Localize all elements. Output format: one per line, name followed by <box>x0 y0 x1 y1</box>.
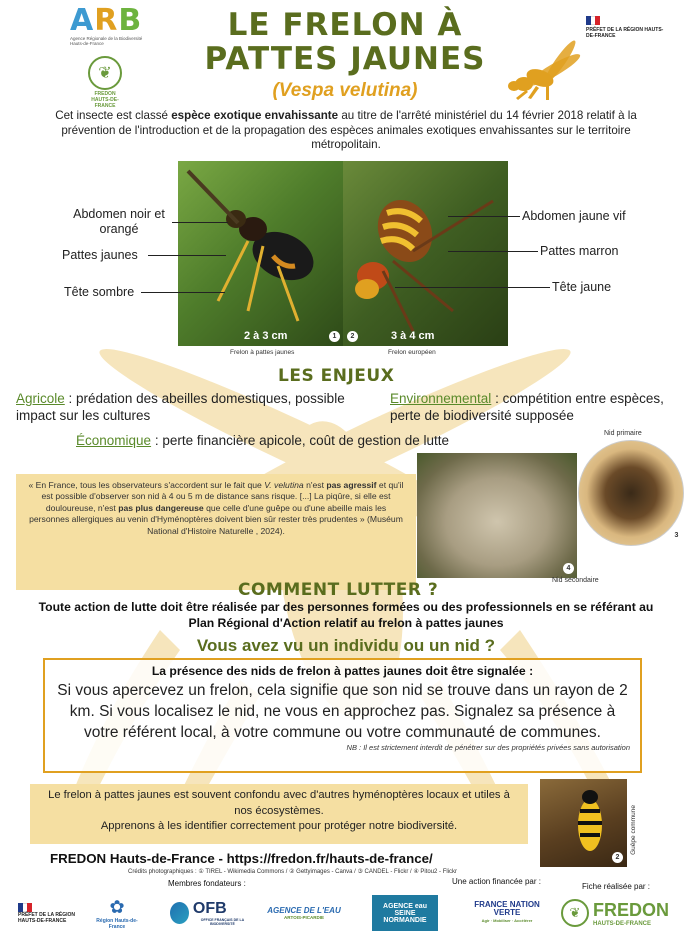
common-wasp-caption: Guêpe commune <box>630 805 637 855</box>
arb-logo-subtitle: Agence Régionale de la Biodiversité Hauts-de-France <box>70 36 143 46</box>
photo-number-1: 1 <box>329 331 340 342</box>
photo-number-3: 3 <box>671 530 682 541</box>
france-nation-verte-logo: FRANCE NATION VERTE Agir · Mobiliser · Accélérer <box>474 900 540 923</box>
asian-hornet-drawing <box>178 161 343 346</box>
photo-secondary-nest <box>417 453 577 578</box>
arb-logo-letters: ARB <box>70 3 143 38</box>
photo-common-wasp <box>540 779 627 867</box>
action-label: Une action financée par : <box>452 877 541 886</box>
pointer-line <box>148 255 226 256</box>
confusion-box: Le frelon à pattes jaunes est souvent confondu avec d'autres hyménoptères locaux et utiles à nos écosystèmes. Apprenons à les identifier correctement pour protéger notre biodiversité. <box>30 784 528 844</box>
label-abdomen-noir: Abdomen noir et orangé <box>73 207 165 236</box>
prefet-logo-footer: PRÉFET DE LA RÉGION HAUTS-DE-FRANCE <box>18 895 76 931</box>
fiche-label: Fiche réalisée par : <box>582 882 651 891</box>
french-flag-icon <box>586 16 600 25</box>
signal-body: Si vous apercevez un frelon, cela signifie que son nid se trouve dans un rayon de 2 km. Si vous localisez le nid, ne vous en approchez pas. Signalez sa présence à votre référent local, à votre commune ou votre communauté de communes. <box>57 682 628 741</box>
photo-credits: Crédits photographiques : ① TIREL - Wikimedia Commons / ② Gettyimages - Canva / ③ CANDEL - Flickr / ④ Pitou2 - Flickr <box>128 869 458 875</box>
fredon-logo-footer: ❦ FREDON HAUTS-DE-FRANCE <box>550 895 680 931</box>
photo-number-2: 2 <box>347 331 358 342</box>
pointer-line <box>448 251 538 252</box>
signal-box <box>43 658 642 773</box>
size-label-right: 3 à 4 cm <box>391 330 435 342</box>
french-flag-icon <box>18 903 32 912</box>
pointer-line <box>172 222 228 223</box>
question-heading: Vous avez vu un individu ou un nid ? <box>196 636 496 655</box>
lutte-note: Toute action de lutte doit être réalisée par des personnes formées ou des professionnels en se référant au Plan Régional d'Action relatif au frelon à pattes jaunes <box>38 600 654 630</box>
lutte-title: COMMENT LUTTER ? <box>238 580 439 600</box>
label-tete-jaune: Tête jaune <box>552 280 612 294</box>
enjeux-title: LES ENJEUX <box>278 366 395 386</box>
arb-logo <box>70 3 160 46</box>
signal-heading: La présence des nids de frelon à pattes jaunes doit être signalée : <box>151 664 534 678</box>
enjeu-economique: Économique : perte financière apicole, coût de gestion de lutte <box>76 433 450 448</box>
photo-caption-left: Frelon à pattes jaunes <box>230 349 295 356</box>
secondary-nest-caption: Nid secondaire <box>552 577 599 584</box>
photo-number-2b: 2 <box>612 852 623 863</box>
fredon-leaf-icon: ❦ <box>561 899 589 927</box>
label-abdomen-jaune: Abdomen jaune vif <box>522 209 626 223</box>
page-title: LE FRELON À PATTES JAUNES <box>204 7 486 77</box>
label-pattes-marron: Pattes marron <box>540 244 619 258</box>
pointer-line <box>448 216 520 217</box>
region-map-icon: ✿ <box>109 896 125 917</box>
fredon-leaf-icon: ❦ <box>88 56 122 90</box>
pointer-line <box>395 287 550 288</box>
label-pattes-jaunes: Pattes jaunes <box>62 248 138 262</box>
mnhn-quote: « En France, tous les observateurs s'accordent sur le fait que V. velutina n'est pas agressif et qu'il est possible d'observer son nid à 4 ou 5 m de distance sans risque. [...] La piqûre, si elle est douloureuse, n'est pas plus dangereuse que celle d'une guêpe ou d'une abeille mais les personnes allergiques au venin d'Hyménoptères doivent bien sûr rester très prudentes » (Muséum National d'Histoire Naturelle , 2024). <box>16 474 416 590</box>
pointer-line <box>141 292 225 293</box>
photo-european-hornet <box>343 161 508 346</box>
ofb-globe-icon <box>170 902 189 924</box>
photo-primary-nest <box>578 440 684 546</box>
agence-seine-normandie-logo: AGENCE eau SEINE NORMANDIE <box>372 895 438 931</box>
agence-eau-artois-logo: AGENCE DE L'EAU ARTOIS-PICARDIE <box>267 906 341 920</box>
fredon-logo-small: ❦ FREDON HAUTS-DE-FRANCE <box>85 56 125 109</box>
photo-number-4: 4 <box>563 563 574 574</box>
membres-label: Membres fondateurs : <box>168 879 246 888</box>
enjeu-agricole: Agricole : prédation des abeilles domestiques, possible impact sur les cultures <box>16 391 345 423</box>
ofb-logo: OFB OFFICE FRANÇAIS DE LA BIODIVERSITÉ <box>170 895 252 931</box>
photo-asian-hornet <box>178 161 343 346</box>
intro-text: Cet insecte est classé espèce exotique envahissante au titre de l'arrêté ministériel du 14 février 2018 relatif à la prévention de l'introduction et de la propagation des espèces animales exotiques envahissantes sur le territoire métropolitain. <box>55 109 637 151</box>
european-hornet-drawing <box>343 161 508 346</box>
latin-name: (Vespa velutina) <box>272 80 418 101</box>
label-tete-sombre: Tête sombre <box>64 285 135 299</box>
fredon-url[interactable]: FREDON Hauts-de-France - https://fredon.fr/hauts-de-france/ <box>50 851 433 866</box>
photo-caption-right: Frelon européen <box>388 349 436 356</box>
wasp-illustration-icon <box>506 36 592 102</box>
signal-nb: NB : Il est strictement interdit de pénétrer sur des propriétés privées sans autorisation <box>346 743 630 752</box>
enjeu-environnemental: Environnemental : compétition entre espèces, perte de biodiversité supposée <box>390 391 664 423</box>
size-label-left: 2 à 3 cm <box>244 330 288 342</box>
primary-nest-caption: Nid primaire <box>604 430 642 437</box>
prefet-logo: PRÉFET DE LA RÉGION HAUTS-DE-FRANCE <box>586 16 666 39</box>
region-logo: ✿ Région Hauts-de-France <box>96 896 138 930</box>
